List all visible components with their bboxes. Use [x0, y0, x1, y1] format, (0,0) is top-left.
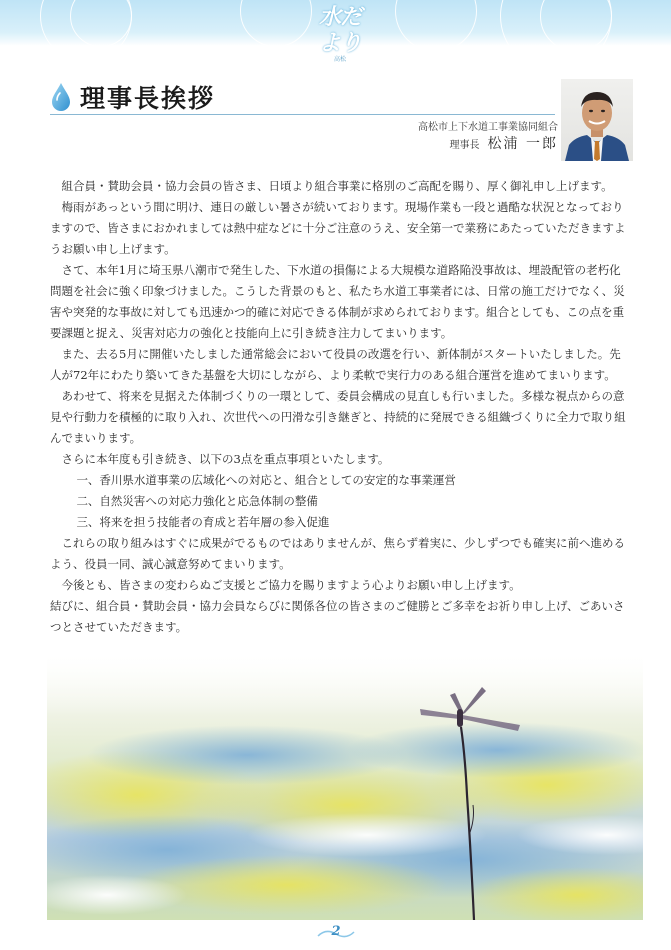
header-band [0, 0, 671, 63]
logo-text: 水だより [318, 4, 361, 56]
paragraph: さて、本年1月に埼玉県八潮市で発生した、下水道の損傷による大規模な道路陥没事故は、埋設配管の老朽化問題を社会に強く印象づけました。こうした背景のもと、私たち水道工事業者には、日常の施工だけでなく、災害や突発的な事故に対しても迅速かつ的確に対応できる体制が求められております。組合としても、この点を重要課題と捉え、災害対応力の強化と技能向上に引き続き注力してまいります。 [50, 263, 625, 340]
paragraph: 組合員・賛助会員・協力会員の皆さま、日頃より組合事業に格別のご高配を賜り、厚く御礼申し上げます。 [61, 179, 613, 193]
paragraph: また、去る5月に開催いたしました通常総会において役員の改選を行い、新体制がスタートいたしました。先人が72年にわたり築いてきた基盤を大切にしながら、より柔軟で実行力のある組合運営を進めてまいります。 [50, 347, 621, 382]
chairman-portrait [561, 79, 633, 161]
decorative-ring [240, 0, 312, 47]
dragonfly-scene [47, 655, 643, 920]
dragonfly-photo [47, 655, 643, 920]
decorative-ring [395, 0, 477, 52]
priority-item: 二、自然災害への対応力強化と応急体制の整備 [76, 494, 318, 508]
page-title: 理事長挨拶 [80, 84, 216, 113]
paragraph: さらに本年度も引き続き、以下の3点を重点事項といたします。 [61, 452, 390, 466]
publication-logo [310, 4, 370, 63]
page-number: 2 [331, 924, 341, 939]
paragraph: これらの取り組みはすぐに成果がでるものではありませんが、焦らず着実に、少しずつでも確実に前へ進めるよう、役員一同、誠心誠意努めてまいります。 [50, 536, 625, 571]
chairman-role: 理事長 [449, 140, 480, 151]
signature [450, 133, 558, 153]
paragraph: あわせて、将来を見据えた体制づくりの一環として、委員会構成の見直しも行いました。多様な視点からの意見や行動力を積極的に取り入れ、次世代への円滑な引き継ぎと、持続的に発展できる組織づくりに全力で取り組んでまいります。 [50, 389, 626, 445]
chairman-name: 松浦 一郎 [487, 136, 558, 152]
priority-item: 三、将来を担う技能者の育成と若年層の参入促進 [76, 515, 330, 529]
greeting-body [50, 176, 630, 638]
organization-name: 高松市上下水道工事業協同組合 [418, 122, 558, 133]
title-row [50, 77, 215, 117]
portrait-illustration [561, 79, 633, 161]
paragraph: 梅雨があっという間に明け、連日の厳しい暑さが続いております。現場作業も一段と過酷な状況となっておりますので、皆さまにおかれましては熱中症などに十分ご注意のうえ、安全第一で業務にあたっていただきますようお願い申し上げます。 [50, 200, 626, 256]
priority-item: 一、香川県水道事業の広域化への対応と、組合としての安定的な事業運営 [76, 473, 456, 487]
logo-subtext: 高松 [333, 56, 346, 63]
paragraph: 今後とも、皆さまの変わらぬご支援とご協力を賜りますよう心よりお願い申し上げます。 [61, 578, 521, 592]
closing-paragraph: 結びに、組合員・賛助会員・協力会員ならびに関係各位の皆さまのご健勝とご多幸をお祈り申し上げ、ごあいさつとさせていただきます。 [50, 599, 625, 634]
title-divider [50, 114, 555, 115]
water-drop-icon [50, 82, 72, 112]
